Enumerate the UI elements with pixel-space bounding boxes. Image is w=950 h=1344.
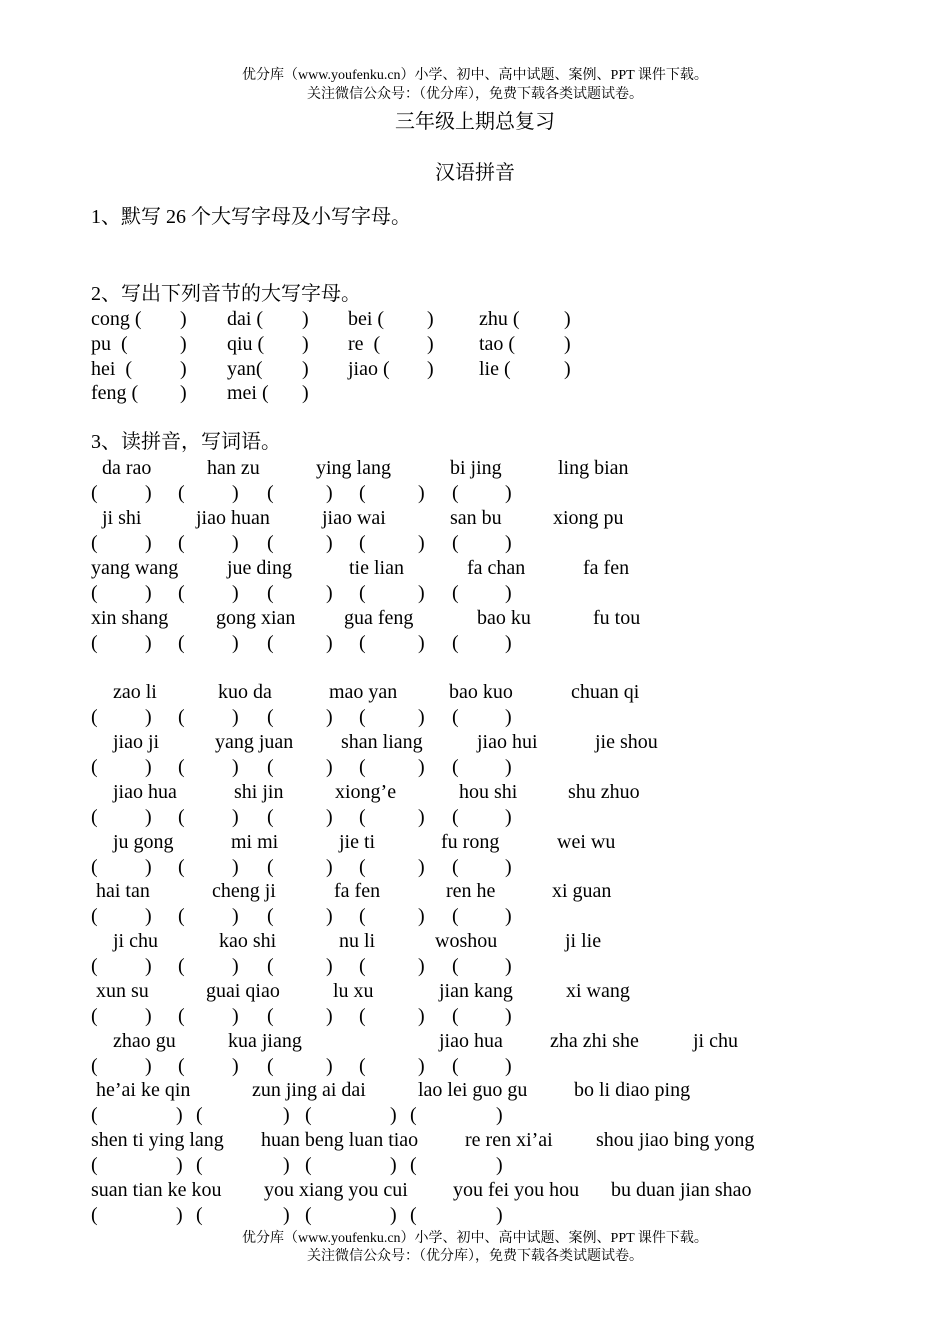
answer-paren-close: ) [232,955,239,977]
answer-paren-open: ( [359,582,366,604]
answer-paren-open: ( [305,1154,312,1176]
answer-paren-close: ) [564,333,571,355]
answer-paren-close: ) [232,806,239,828]
pinyin-word: ju gong [113,831,174,853]
answer-paren-open: ( [452,756,459,778]
answer-paren-open: ( [178,806,185,828]
page-footer-line-1: 优分库（www.youfenku.cn）小学、初中、高中试题、案例、PPT 课件下载。 [242,1231,708,1246]
answer-paren-open: ( [359,1055,366,1077]
answer-paren-close: ) [232,482,239,504]
pinyin-word: kao shi [219,930,277,952]
answer-paren-close: ) [326,806,333,828]
pinyin-word: zha zhi she [550,1030,639,1052]
answer-paren-open: ( [267,856,274,878]
answer-paren-open: ( [91,532,98,554]
pinyin-idiom: suan tian ke kou [91,1179,222,1201]
answer-paren-close: ) [427,358,434,380]
pinyin-word: hai tan [96,880,150,902]
answer-paren-close: ) [418,482,425,504]
answer-paren-open: ( [452,582,459,604]
answer-paren-close: ) [232,706,239,728]
pinyin-word: kuo da [218,681,272,703]
pinyin-word: chuan qi [571,681,640,703]
syllable-item: jiao ( [348,358,390,380]
pinyin-word: jie shou [595,731,658,753]
answer-paren-close: ) [418,856,425,878]
answer-paren-close: ) [505,482,512,504]
syllable-item: qiu ( [227,333,265,355]
answer-paren-close: ) [564,308,571,330]
answer-paren-close: ) [302,333,309,355]
pinyin-word: han zu [207,457,260,479]
answer-paren-open: ( [359,706,366,728]
pinyin-word: fa chan [467,557,526,579]
answer-paren-close: ) [302,382,309,404]
answer-paren-close: ) [427,333,434,355]
answer-paren-open: ( [91,582,98,604]
pinyin-word: guai qiao [206,980,280,1002]
pinyin-word: ying lang [316,457,391,479]
answer-paren-close: ) [505,955,512,977]
pinyin-word: ji lie [565,930,602,952]
pinyin-word: jiao hua [439,1030,503,1052]
answer-paren-close: ) [496,1204,503,1226]
answer-paren-open: ( [196,1204,203,1226]
answer-paren-open: ( [410,1204,417,1226]
syllable-item: cong ( [91,308,142,330]
answer-paren-close: ) [505,806,512,828]
question-2-prompt: 2、写出下列音节的大写字母。 [91,283,361,305]
answer-paren-close: ) [145,756,152,778]
answer-paren-close: ) [505,532,512,554]
pinyin-word: jian kang [439,980,513,1002]
answer-paren-close: ) [390,1204,397,1226]
answer-paren-close: ) [180,358,187,380]
pinyin-word: mao yan [329,681,398,703]
answer-paren-open: ( [178,1055,185,1077]
pinyin-word: san bu [450,507,502,529]
pinyin-word: jiao hua [113,781,177,803]
answer-paren-open: ( [178,905,185,927]
page-title: 三年级上期总复习 [395,111,555,133]
answer-paren-close: ) [302,308,309,330]
answer-paren-open: ( [267,632,274,654]
answer-paren-open: ( [267,582,274,604]
answer-paren-close: ) [505,1005,512,1027]
answer-paren-open: ( [452,905,459,927]
pinyin-idiom: re ren xi’ai [465,1129,553,1151]
pinyin-word: kua jiang [228,1030,302,1052]
answer-paren-close: ) [232,632,239,654]
answer-paren-close: ) [232,856,239,878]
answer-paren-close: ) [505,706,512,728]
answer-paren-open: ( [267,756,274,778]
syllable-item: zhu ( [479,308,520,330]
answer-paren-close: ) [232,1055,239,1077]
syllable-item: tao ( [479,333,516,355]
answer-paren-open: ( [305,1204,312,1226]
pinyin-idiom: zun jing ai dai [252,1079,366,1101]
answer-paren-close: ) [427,308,434,330]
answer-paren-open: ( [91,856,98,878]
pinyin-word: xi wang [566,980,630,1002]
answer-paren-open: ( [267,482,274,504]
answer-paren-open: ( [359,955,366,977]
answer-paren-close: ) [418,905,425,927]
answer-paren-close: ) [418,582,425,604]
answer-paren-close: ) [145,582,152,604]
pinyin-word: ling bian [558,457,629,479]
answer-paren-open: ( [91,756,98,778]
syllable-item: mei ( [227,382,269,404]
pinyin-word: yang wang [91,557,179,579]
pinyin-word: wei wu [557,831,616,853]
answer-paren-open: ( [91,482,98,504]
answer-paren-open: ( [91,1104,98,1126]
pinyin-word: xiong pu [553,507,624,529]
answer-paren-open: ( [267,1055,274,1077]
answer-paren-close: ) [180,382,187,404]
answer-paren-open: ( [91,632,98,654]
syllable-item: lie ( [479,358,511,380]
answer-paren-close: ) [505,632,512,654]
pinyin-word: zhao gu [113,1030,176,1052]
pinyin-idiom: bu duan jian shao [611,1179,752,1201]
page-header-line-2: 关注微信公众号：（优分库），免费下载各类试题试卷。 [307,87,643,102]
answer-paren-close: ) [326,756,333,778]
pinyin-word: fu tou [593,607,641,629]
pinyin-word: ji shi [102,507,142,529]
answer-paren-close: ) [418,1055,425,1077]
answer-paren-open: ( [452,482,459,504]
answer-paren-open: ( [452,806,459,828]
syllable-item: hei ( [91,358,133,380]
answer-paren-close: ) [418,532,425,554]
answer-paren-open: ( [452,532,459,554]
pinyin-idiom: you xiang you cui [264,1179,408,1201]
answer-paren-open: ( [452,632,459,654]
page-header-line-1: 优分库（www.youfenku.cn）小学、初中、高中试题、案例、PPT 课件下载。 [242,68,708,83]
answer-paren-close: ) [176,1104,183,1126]
pinyin-word: jiao ji [113,731,160,753]
syllable-item: re ( [348,333,381,355]
pinyin-word: tie lian [349,557,404,579]
pinyin-word: shan liang [341,731,423,753]
pinyin-word: bao ku [477,607,531,629]
answer-paren-open: ( [410,1104,417,1126]
answer-paren-open: ( [267,905,274,927]
answer-paren-close: ) [283,1104,290,1126]
pinyin-idiom: he’ai ke qin [96,1079,191,1101]
pinyin-word: bi jing [450,457,502,479]
answer-paren-open: ( [178,856,185,878]
answer-paren-open: ( [452,1055,459,1077]
answer-paren-open: ( [91,1204,98,1226]
answer-paren-close: ) [326,955,333,977]
answer-paren-open: ( [452,706,459,728]
answer-paren-close: ) [145,1005,152,1027]
pinyin-word: shu zhuo [568,781,640,803]
answer-paren-close: ) [326,632,333,654]
answer-paren-close: ) [564,358,571,380]
answer-paren-open: ( [178,706,185,728]
answer-paren-open: ( [178,482,185,504]
section-title: 汉语拼音 [435,162,515,184]
pinyin-word: fa fen [583,557,630,579]
syllable-item: yan( [227,358,263,380]
pinyin-word: shi jin [234,781,284,803]
answer-paren-close: ) [283,1204,290,1226]
answer-paren-close: ) [418,706,425,728]
syllable-item: bei ( [348,308,385,330]
answer-paren-open: ( [91,905,98,927]
answer-paren-close: ) [145,632,152,654]
syllable-item: dai ( [227,308,264,330]
answer-paren-close: ) [326,1055,333,1077]
pinyin-word: jiao hui [477,731,538,753]
pinyin-idiom: bo li diao ping [574,1079,691,1101]
answer-paren-close: ) [418,955,425,977]
answer-paren-open: ( [359,856,366,878]
answer-paren-open: ( [267,532,274,554]
answer-paren-open: ( [178,632,185,654]
answer-paren-close: ) [145,1055,152,1077]
answer-paren-open: ( [267,806,274,828]
pinyin-idiom: shou jiao bing yong [596,1129,755,1151]
answer-paren-close: ) [496,1154,503,1176]
pinyin-word: mi mi [231,831,279,853]
answer-paren-close: ) [326,532,333,554]
answer-paren-close: ) [283,1154,290,1176]
pinyin-word: bao kuo [449,681,513,703]
answer-paren-open: ( [267,955,274,977]
pinyin-word: ji chu [693,1030,738,1052]
answer-paren-open: ( [178,955,185,977]
pinyin-word: jue ding [227,557,292,579]
pinyin-word: hou shi [459,781,518,803]
pinyin-word: jiao wai [322,507,386,529]
answer-paren-open: ( [359,1005,366,1027]
answer-paren-close: ) [232,905,239,927]
answer-paren-open: ( [267,706,274,728]
answer-paren-close: ) [505,1055,512,1077]
pinyin-word: ji chu [113,930,158,952]
answer-paren-open: ( [359,756,366,778]
answer-paren-close: ) [326,905,333,927]
answer-paren-close: ) [145,856,152,878]
syllable-item: feng ( [91,382,139,404]
answer-paren-open: ( [359,532,366,554]
answer-paren-close: ) [180,308,187,330]
answer-paren-close: ) [145,905,152,927]
pinyin-word: fa fen [334,880,381,902]
answer-paren-close: ) [505,905,512,927]
pinyin-word: nu li [339,930,376,952]
answer-paren-close: ) [302,358,309,380]
answer-paren-close: ) [505,856,512,878]
answer-paren-open: ( [178,532,185,554]
pinyin-word: xi guan [552,880,612,902]
answer-paren-close: ) [232,582,239,604]
answer-paren-open: ( [359,905,366,927]
answer-paren-open: ( [178,1005,185,1027]
answer-paren-close: ) [326,482,333,504]
answer-paren-close: ) [232,1005,239,1027]
answer-paren-open: ( [196,1104,203,1126]
answer-paren-open: ( [178,756,185,778]
pinyin-idiom: huan beng luan tiao [261,1129,419,1151]
pinyin-word: woshou [435,930,498,952]
answer-paren-close: ) [145,706,152,728]
answer-paren-open: ( [267,1005,274,1027]
answer-paren-close: ) [418,1005,425,1027]
pinyin-idiom: shen ti ying lang [91,1129,224,1151]
question-3-prompt: 3、读拼音，写词语。 [91,431,281,453]
pinyin-word: xun su [96,980,149,1002]
pinyin-word: zao li [113,681,157,703]
pinyin-word: gong xian [216,607,296,629]
answer-paren-open: ( [359,632,366,654]
pinyin-word: lu xu [333,980,374,1002]
answer-paren-open: ( [91,706,98,728]
answer-paren-close: ) [232,532,239,554]
answer-paren-open: ( [91,806,98,828]
answer-paren-close: ) [232,756,239,778]
pinyin-word: yang juan [215,731,294,753]
page-footer-line-2: 关注微信公众号：（优分库），免费下载各类试题试卷。 [307,1249,643,1264]
answer-paren-close: ) [326,582,333,604]
answer-paren-open: ( [91,1154,98,1176]
answer-paren-open: ( [452,1005,459,1027]
answer-paren-close: ) [496,1104,503,1126]
answer-paren-close: ) [326,1005,333,1027]
answer-paren-close: ) [176,1204,183,1226]
answer-paren-close: ) [505,582,512,604]
answer-paren-open: ( [91,1005,98,1027]
answer-paren-close: ) [390,1104,397,1126]
answer-paren-close: ) [145,482,152,504]
answer-paren-close: ) [145,955,152,977]
answer-paren-close: ) [390,1154,397,1176]
pinyin-word: cheng ji [212,880,276,902]
answer-paren-open: ( [305,1104,312,1126]
pinyin-idiom: you fei you hou [453,1179,580,1201]
pinyin-word: fu rong [441,831,500,853]
answer-paren-close: ) [418,806,425,828]
answer-paren-close: ) [418,756,425,778]
answer-paren-close: ) [176,1154,183,1176]
answer-paren-open: ( [196,1154,203,1176]
answer-paren-close: ) [180,333,187,355]
answer-paren-close: ) [418,632,425,654]
pinyin-word: jie ti [339,831,376,853]
answer-paren-close: ) [145,806,152,828]
answer-paren-open: ( [410,1154,417,1176]
answer-paren-open: ( [91,955,98,977]
pinyin-word: gua feng [344,607,414,629]
answer-paren-close: ) [145,532,152,554]
pinyin-word: da rao [102,457,152,479]
pinyin-idiom: lao lei guo gu [418,1079,528,1101]
pinyin-word: xiong’e [335,781,397,803]
answer-paren-open: ( [91,1055,98,1077]
answer-paren-open: ( [452,856,459,878]
pinyin-word: jiao huan [196,507,270,529]
answer-paren-open: ( [178,582,185,604]
answer-paren-open: ( [452,955,459,977]
answer-paren-close: ) [326,706,333,728]
question-1: 1、默写 26 个大写字母及小写字母。 [91,206,411,228]
answer-paren-close: ) [505,756,512,778]
answer-paren-open: ( [359,806,366,828]
answer-paren-open: ( [359,482,366,504]
syllable-item: pu ( [91,333,128,355]
pinyin-word: ren he [446,880,496,902]
pinyin-word: xin shang [91,607,169,629]
answer-paren-close: ) [326,856,333,878]
